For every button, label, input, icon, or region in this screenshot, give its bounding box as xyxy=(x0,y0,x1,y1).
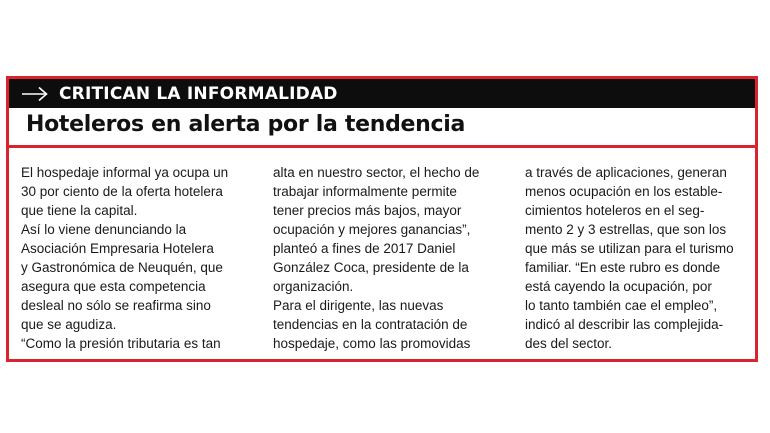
body-text-line: desleal no sólo se reafirma sino xyxy=(21,298,211,313)
body-text-line: menos ocupación en los estable- xyxy=(525,184,723,199)
body-text-line: des del sector. xyxy=(525,336,613,351)
headline: Hoteleros en alerta por la tendencia xyxy=(26,112,466,137)
body-text-line: organización. xyxy=(273,279,354,294)
body-columns xyxy=(21,163,749,353)
body-text-line: está cayendo la ocupación, por xyxy=(525,279,712,294)
body-text-line: alta en nuestro sector, el hecho de xyxy=(273,165,480,180)
body-text-line: “Como la presión tributaria es tan xyxy=(21,336,221,351)
body-text-line: El hospedaje informal ya ocupa un xyxy=(21,165,229,180)
body-text-line: indicó al describir las complejida- xyxy=(525,317,724,332)
body-text-line: trabajar informalmente permite xyxy=(273,184,457,199)
body-text-line: tener precios más bajos, mayor xyxy=(273,203,462,218)
body-text-line: a través de aplicaciones, generan xyxy=(525,165,727,180)
body-text-line: hospedaje, como las promovidas xyxy=(273,336,471,351)
body-text-line: lo tanto también cae el empleo”, xyxy=(525,298,718,313)
body-text-line: tendencias en la contratación de xyxy=(273,317,468,332)
body-text-line: Así lo viene denunciando la xyxy=(21,222,187,237)
body-text-line: que más se utilizan para el turismo xyxy=(525,241,734,256)
body-text-line: y Gastronómica de Neuquén, que xyxy=(21,260,223,275)
text-column-2 xyxy=(273,163,503,353)
body-text-line: asegura que esta competencia xyxy=(21,279,206,294)
section-label: CRITICAN LA INFORMALIDAD xyxy=(59,83,338,104)
section-bar xyxy=(9,79,755,108)
article-box xyxy=(6,76,758,362)
body-text-line: 30 por ciento de la oferta hotelera xyxy=(21,184,223,199)
arrow-right-icon xyxy=(21,86,49,102)
body-text-line: cimientos hoteleros en el seg- xyxy=(525,203,705,218)
body-text-line: que se agudiza. xyxy=(21,317,117,332)
body-text-line: González Coca, presidente de la xyxy=(273,260,469,275)
body-text-line: Asociación Empresaria Hotelera xyxy=(21,241,214,256)
body-text-line: mento 2 y 3 estrellas, que son los xyxy=(525,222,727,237)
body-text-line: que tiene la capital. xyxy=(21,203,138,218)
body-text-line: ocupación y mejores ganancias”, xyxy=(273,222,471,237)
text-column-1 xyxy=(21,163,251,353)
body-text-line: Para el dirigente, las nuevas xyxy=(273,298,444,313)
body-text-line: planteó a fines de 2017 Daniel xyxy=(273,241,456,256)
body-text-line: familiar. “En este rubro es donde xyxy=(525,260,721,275)
text-column-3 xyxy=(525,163,755,353)
headline-divider xyxy=(9,145,755,148)
